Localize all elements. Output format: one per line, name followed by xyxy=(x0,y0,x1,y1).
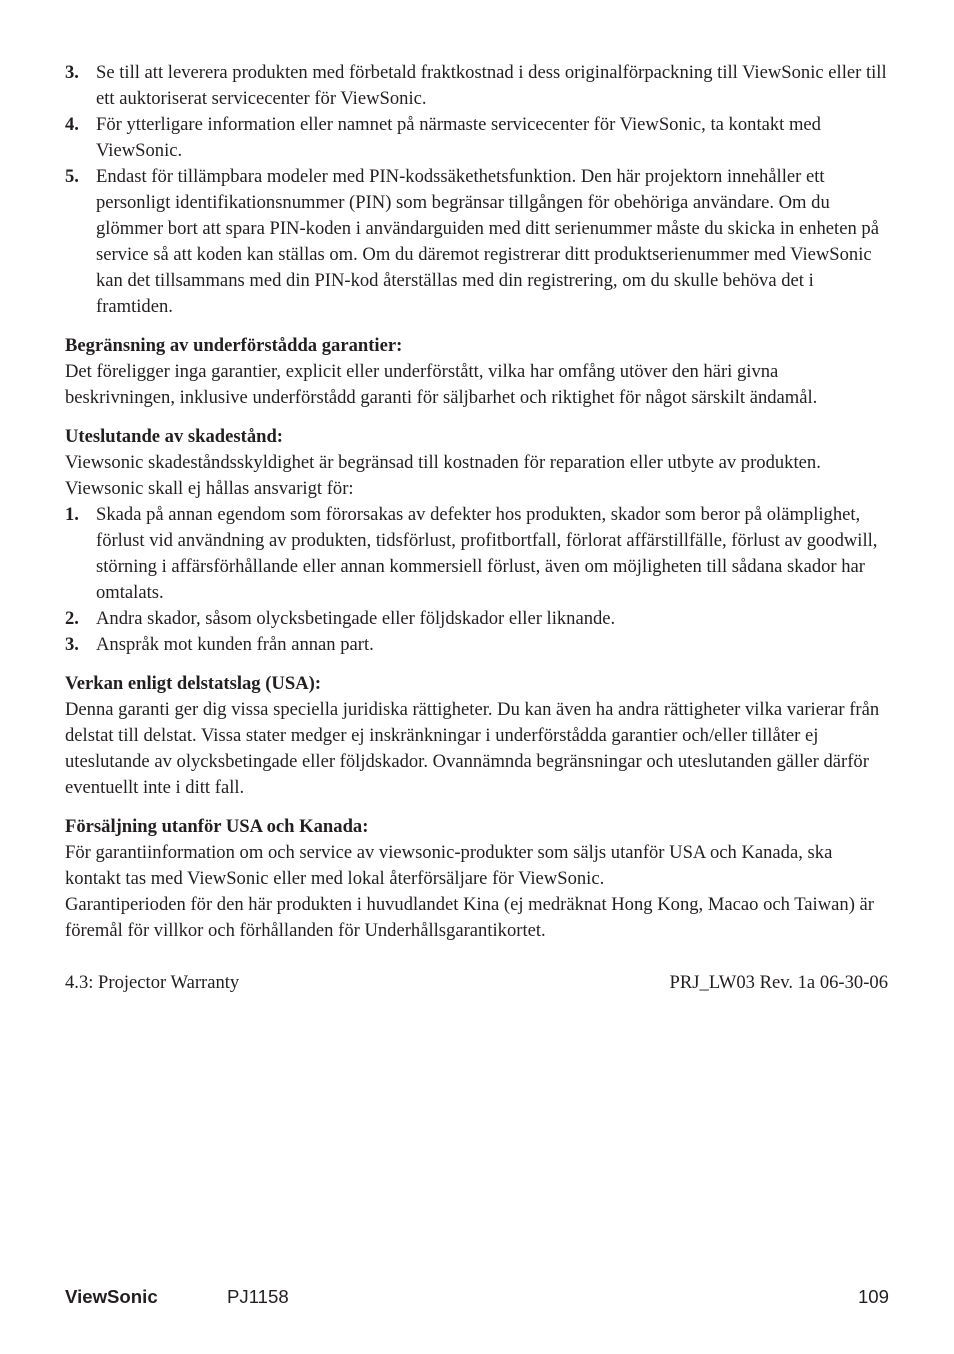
outside-usa-heading: Försäljning utanför USA och Kanada: xyxy=(65,816,369,837)
list-number: 3. xyxy=(65,634,79,655)
damages-list xyxy=(65,502,891,658)
warranty-reference-line xyxy=(65,970,888,996)
list-item xyxy=(65,606,891,632)
implied-warranty-text: Det föreligger inga garantier, explicit eller underförstått, vilka har omfång utöver den häri givna beskrivningen, inklusive underförstådd garanti för säljbarhet och riktighet för något särskilt ändamål. xyxy=(65,361,818,408)
warranty-revision-label: PRJ_LW03 Rev. 1a 06-30-06 xyxy=(669,972,888,993)
list-item xyxy=(65,60,891,112)
warranty-section-label: 4.3: Projector Warranty xyxy=(65,972,240,993)
list-item xyxy=(65,632,891,658)
list-number: 1. xyxy=(65,504,79,525)
list-number: 2. xyxy=(65,608,79,629)
list-number: 5. xyxy=(65,166,79,187)
damages-text: Viewsonic skadeståndsskyldighet är begränsad till kostnaden för reparation eller utbyte av produkten. Viewsonic skall ej hållas ansvarigt för: xyxy=(65,452,821,499)
document-body xyxy=(65,60,891,996)
page-number: 109 xyxy=(857,1286,889,1307)
list-item xyxy=(65,164,891,320)
damages-heading: Uteslutande av skadestånd: xyxy=(65,426,283,447)
china-warranty-text: Garantiperioden för den här produkten i huvudlandet Kina (ej medräknat Hong Kong, Macao och Taiwan) är föremål för villkor och förhållanden för Underhållsgarantikortet. xyxy=(65,894,874,941)
list-text: Anspråk mot kunden från annan part. xyxy=(96,634,374,655)
numbered-list-top xyxy=(65,60,891,320)
list-text: Skada på annan egendom som förorsakas av defekter hos produkten, skador som beror på olämplighet, förlust vid användning av produkten, tidsförlust, profitbortfall, förlorat affärstillfälle, förlust av goodwill, störning i affärsförhållande eller annan kommersiell förlust, även om möjligheten till sådana skador har omtalats. xyxy=(96,504,878,603)
list-item xyxy=(65,502,891,606)
state-law-text: Denna garanti ger dig vissa speciella juridiska rättigheter. Du kan även ha andra rättigheter vilka varierar från delstat till delstat. Vissa stater medger ej inskränkningar i underförstådda garantier och/eller tillåter ej uteslutande av olycksbetingade eller följdskador. Ovannämnda begränsningar och uteslutanden gäller därför eventuellt inte i ditt fall. xyxy=(65,699,880,798)
list-number: 4. xyxy=(65,114,79,135)
footer-model: PJ1158 xyxy=(227,1286,289,1307)
list-text: Andra skador, såsom olycksbetingade eller följdskador eller liknande. xyxy=(96,608,616,629)
implied-warranty-heading: Begränsning av underförstådda garantier: xyxy=(65,335,403,356)
list-text: Se till att leverera produkten med förbetald fraktkostnad i dess originalförpackning till ViewSonic eller till ett auktoriserat servicecenter för ViewSonic. xyxy=(96,62,887,109)
outside-usa-text: För garantiinformation om och service av viewsonic-produkter som säljs utanför USA och Kanada, ska kontakt tas med ViewSonic eller med lokal återförsäljare för ViewSonic. xyxy=(65,842,833,889)
list-text: Endast för tillämpbara modeler med PIN-kodssäkethetsfunktion. Den här projektorn innehåller ett personligt identifikationsnummer (PIN) som begränsar tillgången för obehöriga användare. Om du glömmer bort att spara PIN-koden i användarguiden med ditt serienummer måste du skicka in enheten på service så att koden kan ställas om. Om du däremot registrerar ditt produktserienummer med ViewSonic kan det tillsammans med din PIN-kod återställas med din registrering, om du skulle behöva det i framtiden. xyxy=(96,166,879,317)
list-number: 3. xyxy=(65,62,79,83)
state-law-heading: Verkan enligt delstatslag (USA): xyxy=(65,673,322,694)
page-footer xyxy=(65,1286,889,1312)
footer-brand: ViewSonic xyxy=(65,1286,158,1307)
list-item xyxy=(65,112,891,164)
list-text: För ytterligare information eller namnet på närmaste servicecenter för ViewSonic, ta kontakt med ViewSonic. xyxy=(96,114,821,161)
